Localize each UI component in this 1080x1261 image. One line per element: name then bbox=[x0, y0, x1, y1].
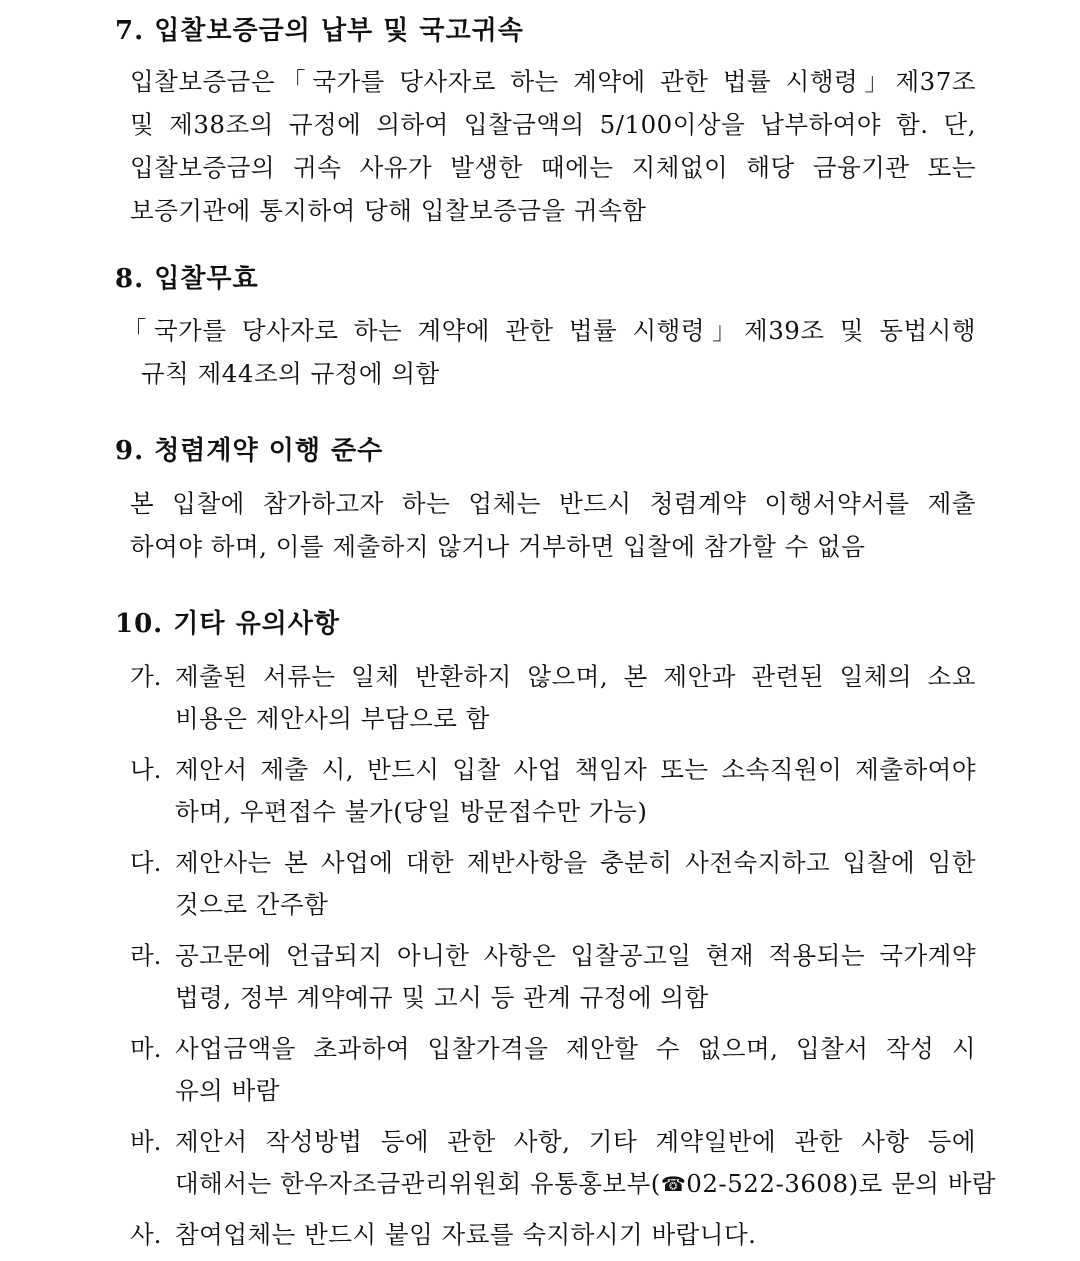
phone-number: 02-522-3608 bbox=[686, 1169, 849, 1198]
item-ma-line-1: 사업금액을 초과하여 입찰가격을 제안할 수 없으며, 입찰서 작성 시 bbox=[175, 1034, 976, 1063]
section-8-heading: 8. 입찰무효 bbox=[115, 264, 259, 294]
section-7-line-3: 입찰보증금의 귀속 사유가 발생한 때에는 지체없이 해당 금융기관 또는 bbox=[130, 153, 976, 182]
item-ga-line-2: 비용은 제안사의 부담으로 함 bbox=[175, 704, 490, 733]
section-7-line-2: 및 제38조의 규정에 의하여 입찰금액의 5/100이상을 납부하여야 함. 단, bbox=[130, 110, 976, 139]
section-8-line-2: 규칙 제44조의 규정에 의함 bbox=[141, 359, 440, 388]
item-marker-ra: 라. bbox=[130, 941, 162, 970]
item-ba-line-2-tail: )로 문의 바람 bbox=[848, 1169, 997, 1198]
item-na-line-1: 제안서 제출 시, 반드시 입찰 사업 책임자 또는 소속직원이 제출하여야 bbox=[175, 755, 976, 784]
section-7-heading: 7. 입찰보증금의 납부 및 국고귀속 bbox=[115, 16, 524, 46]
item-ba-line-2-text: 대해서는 한우자조금관리위원회 유통홍보부( bbox=[175, 1169, 661, 1198]
section-8-line-1: 「국가를 당사자로 하는 계약에 관한 법률 시행령」제39조 및 동법시행 bbox=[122, 316, 976, 345]
item-da-line-2: 것으로 간주함 bbox=[175, 890, 329, 919]
item-marker-sa: 사. bbox=[130, 1220, 162, 1249]
section-7-line-1: 입찰보증금은「국가를 당사자로 하는 계약에 관한 법률 시행령」제37조 bbox=[130, 67, 976, 96]
item-ba-line-1: 제안서 작성방법 등에 관한 사항, 기타 계약일반에 관한 사항 등에 bbox=[175, 1127, 976, 1156]
item-da-line-1: 제안사는 본 사업에 대한 제반사항을 충분히 사전숙지하고 입찰에 임한 bbox=[175, 848, 976, 877]
section-9-line-2: 하여야 하며, 이를 제출하지 않거나 거부하면 입찰에 참가할 수 없음 bbox=[130, 532, 866, 561]
item-marker-ga: 가. bbox=[130, 662, 162, 691]
item-ga-line-1: 제출된 서류는 일체 반환하지 않으며, 본 제안과 관련된 일체의 소요 bbox=[175, 662, 976, 691]
item-ma-line-2: 유의 바람 bbox=[175, 1076, 280, 1105]
item-sa-line-1: 참여업체는 반드시 붙임 자료를 숙지하시기 바랍니다. bbox=[175, 1220, 757, 1249]
item-marker-ba: 바. bbox=[130, 1127, 162, 1156]
item-marker-ma: 마. bbox=[130, 1034, 162, 1063]
section-7-line-4: 보증기관에 통지하여 당해 입찰보증금을 귀속함 bbox=[130, 196, 647, 225]
section-9-heading: 9. 청렴계약 이행 준수 bbox=[115, 436, 384, 466]
phone-icon: ☎ bbox=[660, 1172, 687, 1196]
item-ba-line-2 bbox=[175, 1167, 996, 1201]
item-ra-line-1: 공고문에 언급되지 아니한 사항은 입찰공고일 현재 적용되는 국가계약 bbox=[175, 941, 976, 970]
item-ra-line-2: 법령, 정부 계약예규 및 고시 등 관계 규정에 의함 bbox=[175, 983, 709, 1012]
item-marker-na: 나. bbox=[130, 755, 162, 784]
item-na-line-2: 하며, 우편접수 불가(당일 방문접수만 가능) bbox=[175, 797, 648, 826]
section-10-heading: 10. 기타 유의사항 bbox=[115, 609, 341, 639]
section-9-line-1: 본 입찰에 참가하고자 하는 업체는 반드시 청렴계약 이행서약서를 제출 bbox=[130, 489, 976, 518]
item-marker-da: 다. bbox=[130, 848, 162, 877]
